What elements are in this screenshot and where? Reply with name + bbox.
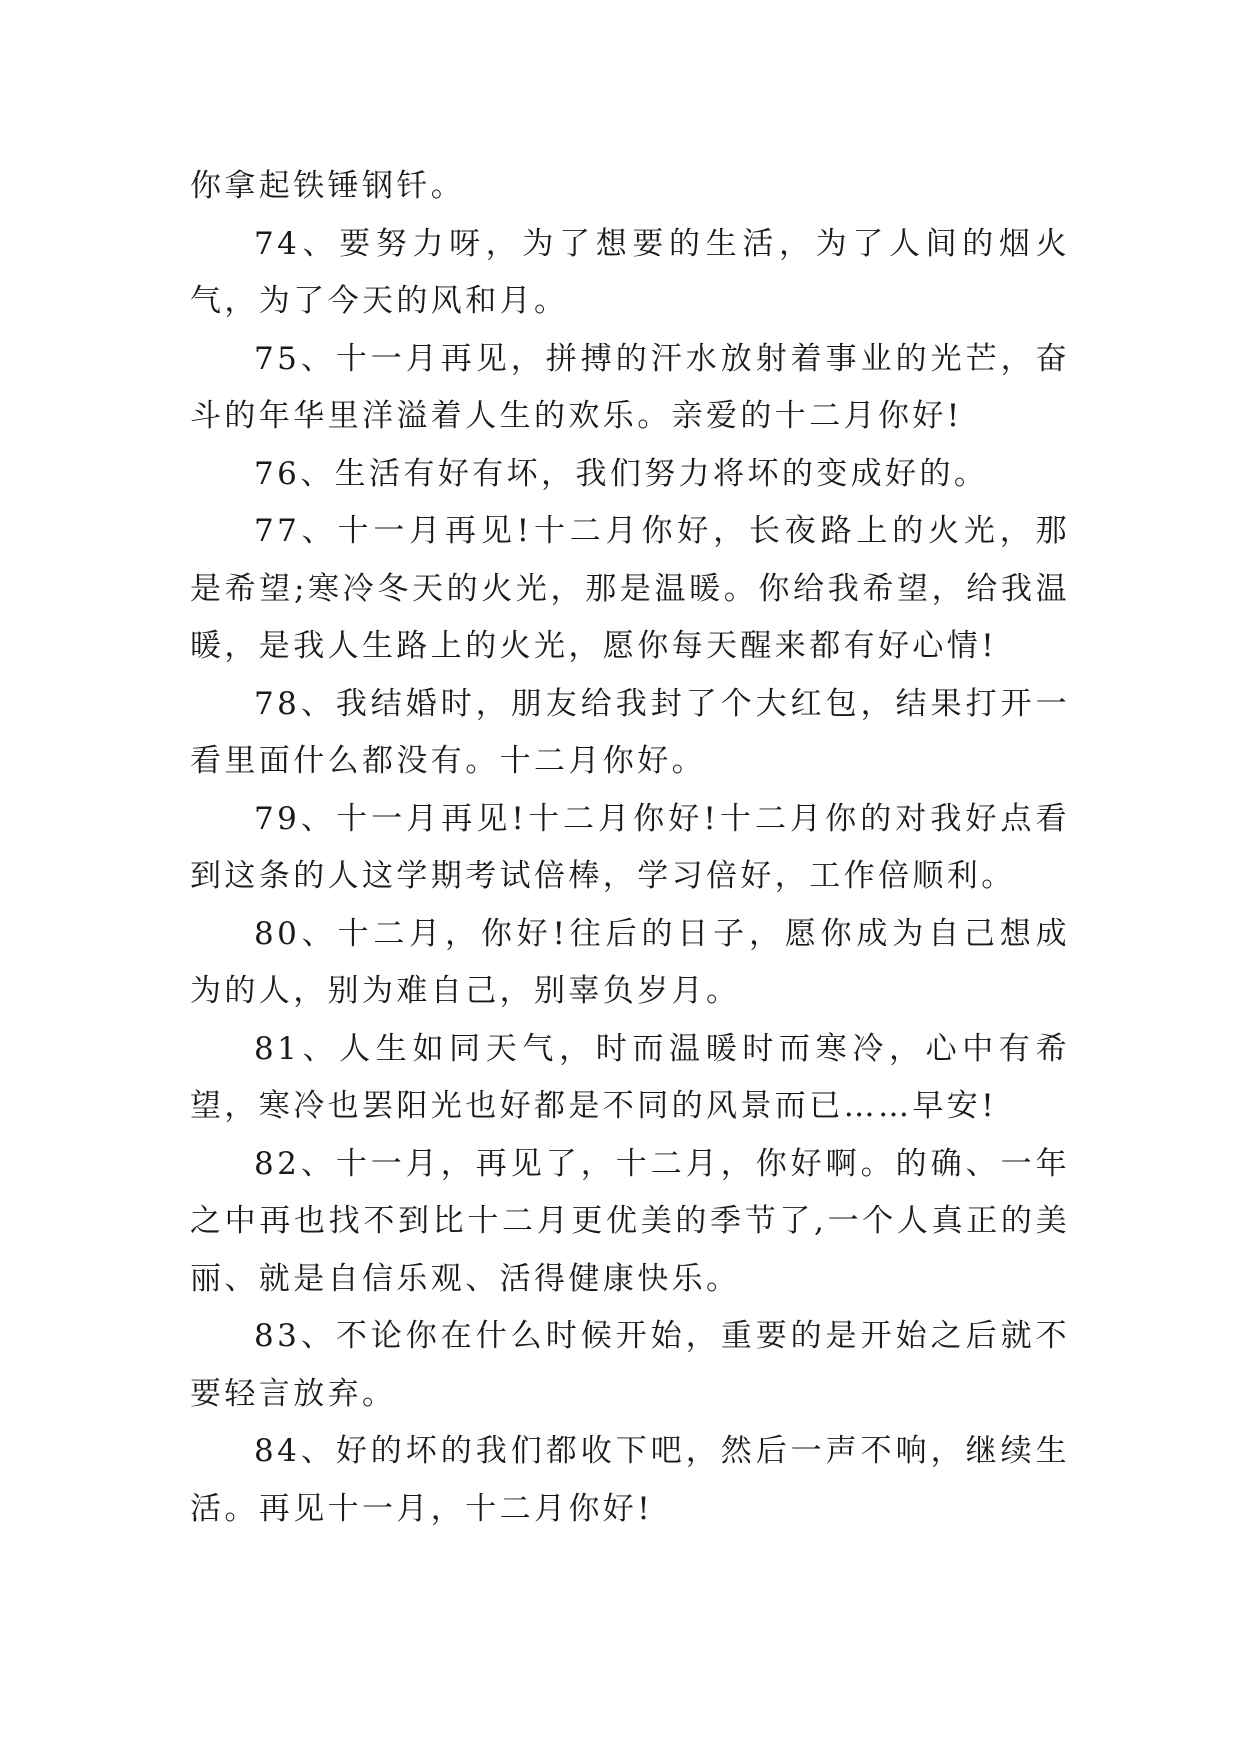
paragraph-75: 75、十一月再见，拼搏的汗水放射着事业的光芒，奋斗的年华里洋溢着人生的欢乐。亲爱的十二月你好!	[190, 340, 1070, 434]
document-body	[190, 158, 1070, 1538]
paragraph-82: 82、十一月，再见了，十二月，你好啊。的确、一年之中再也找不到比十二月更优美的季节了,一个人真正的美丽、就是自信乐观、活得健康快乐。	[190, 1145, 1070, 1297]
paragraph-74: 74、要努力呀，为了想要的生活，为了人间的烟火气，为了今天的风和月。	[190, 225, 1070, 319]
paragraph-79: 79、十一月再见!十二月你好!十二月你的对我好点看到这条的人这学期考试倍棒，学习倍好，工作倍顺利。	[190, 800, 1070, 894]
paragraph-78: 78、我结婚时，朋友给我封了个大红包，结果打开一看里面什么都没有。十二月你好。	[190, 685, 1070, 779]
paragraph-80: 80、十二月，你好!往后的日子，愿你成为自己想成为的人，别为难自己，别辜负岁月。	[190, 915, 1070, 1009]
paragraph-continuation: 你拿起铁锤钢钎。	[190, 168, 466, 204]
paragraph-83: 83、不论你在什么时候开始，重要的是开始之后就不要轻言放弃。	[190, 1318, 1070, 1412]
paragraph-77: 77、十一月再见!十二月你好，长夜路上的火光，那是希望;寒冷冬天的火光，那是温暖。你给我希望，给我温暖，是我人生路上的火光，愿你每天醒来都有好心情!	[190, 513, 1070, 664]
paragraph-81: 81、人生如同天气，时而温暖时而寒冷，心中有希望，寒冷也罢阳光也好都是不同的风景而已……早安!	[190, 1030, 1070, 1124]
paragraph-84: 84、好的坏的我们都收下吧，然后一声不响，继续生活。再见十一月，十二月你好!	[190, 1433, 1070, 1527]
paragraph-76: 76、生活有好有坏，我们努力将坏的变成好的。	[254, 455, 989, 492]
